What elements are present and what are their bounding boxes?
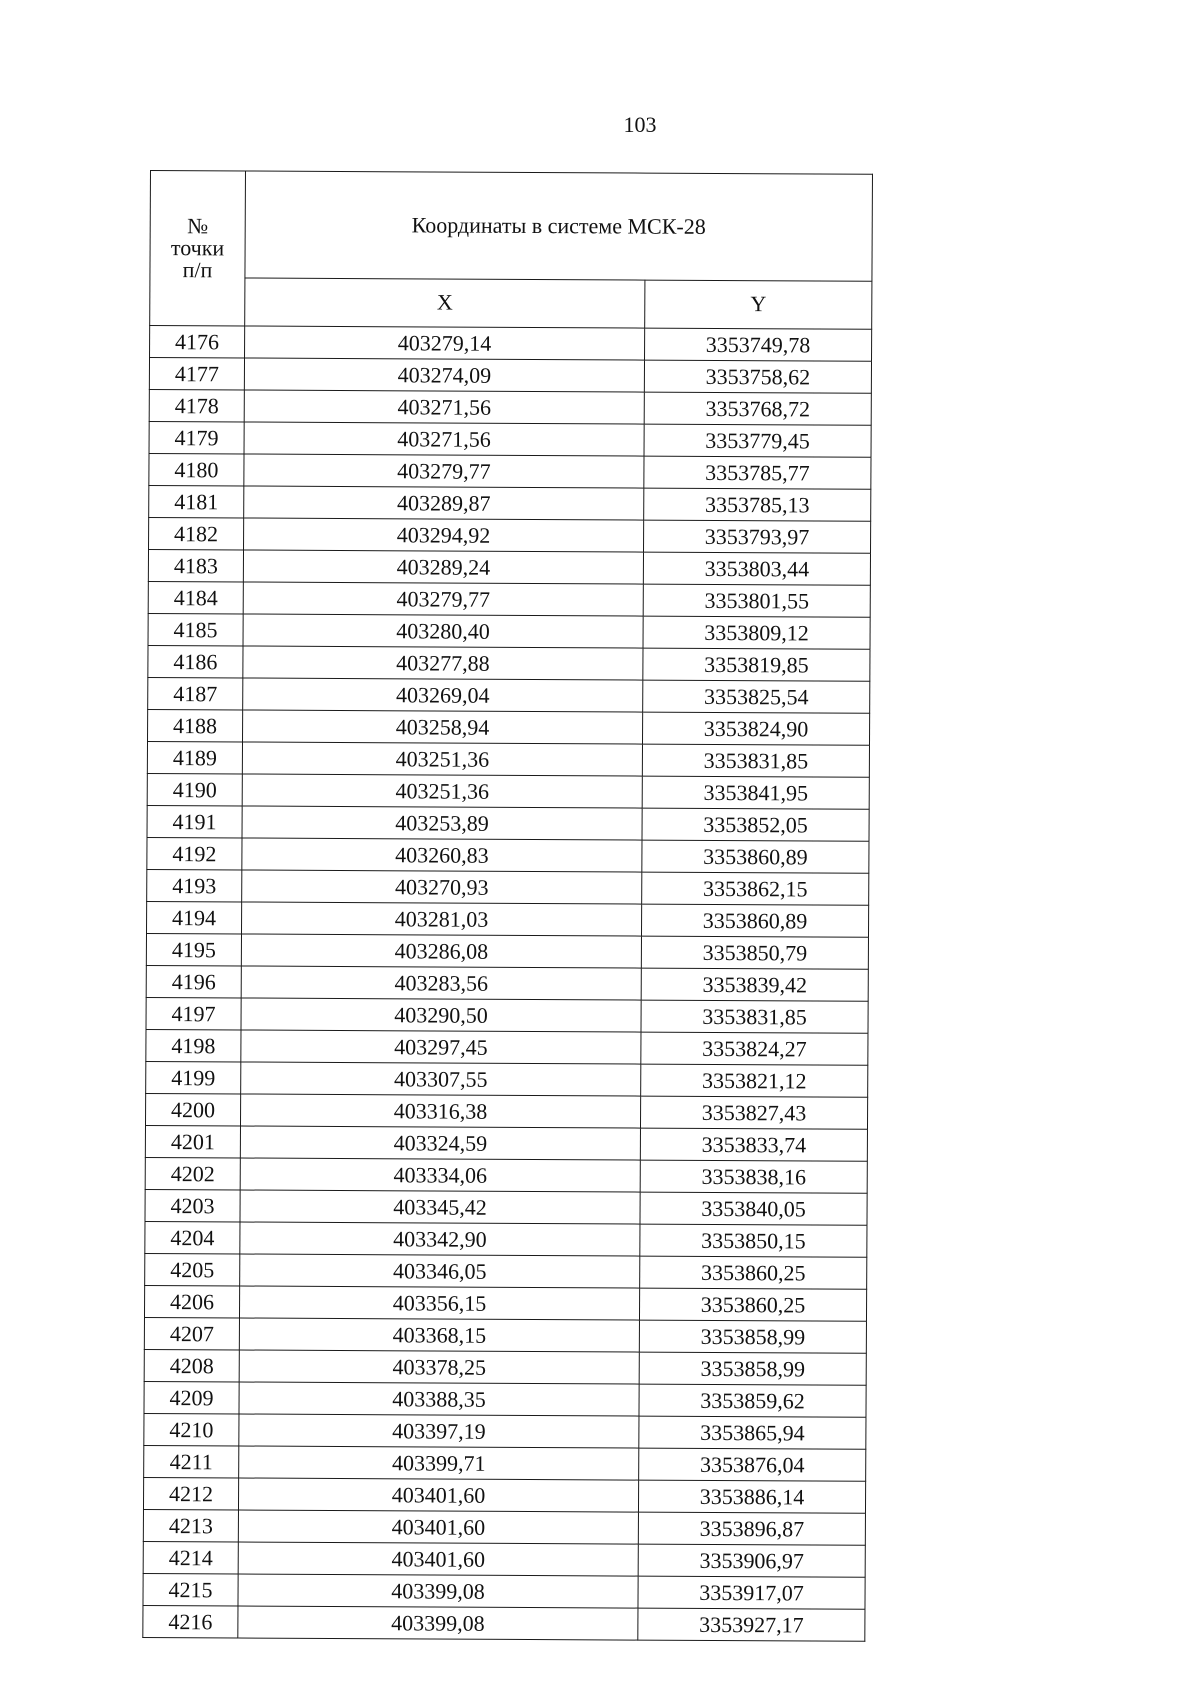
table-row [144,1285,866,1321]
point-number-cell: 4190 [147,773,242,805]
y-coordinate-cell: 3353831,85 [641,1000,868,1033]
x-coordinate-cell: 403342,90 [240,1222,640,1256]
x-coordinate-cell: 403316,38 [240,1094,640,1128]
table-row [145,1093,867,1129]
x-coordinate-cell: 403251,36 [242,742,642,776]
coordinates-table [142,170,873,1642]
table-row [143,1509,865,1545]
table-row [146,1061,868,1097]
point-number-cell: 4194 [147,901,242,933]
y-coordinate-cell: 3353860,25 [639,1288,866,1321]
x-coordinate-cell: 403397,19 [239,1414,639,1448]
point-number-cell: 4204 [145,1221,240,1253]
table-row [145,1189,867,1225]
table-row [147,901,869,937]
x-coordinate-cell: 403401,60 [238,1510,638,1544]
table-row [145,1221,867,1257]
table-row [146,933,868,969]
y-coordinate-cell: 3353876,04 [639,1448,866,1481]
y-coordinate-cell: 3353840,05 [640,1192,867,1225]
x-coordinate-cell: 403401,60 [238,1478,638,1512]
table-row [143,1541,865,1577]
header-point-number-line-1: № [187,213,209,239]
point-number-cell: 4203 [145,1189,240,1221]
y-coordinate-cell: 3353858,99 [639,1352,866,1385]
header-point-number-line-3: п/п [182,257,213,283]
table-row [149,485,871,521]
point-number-cell: 4210 [144,1413,239,1445]
y-coordinate-cell: 3353825,54 [643,680,870,713]
point-number-cell: 4208 [144,1349,239,1381]
point-number-cell: 4189 [147,741,242,773]
point-number-cell: 4187 [148,677,243,709]
point-number-cell: 4180 [149,453,244,485]
table-row [146,997,868,1033]
y-coordinate-cell: 3353917,07 [638,1576,865,1609]
y-coordinate-cell: 3353860,89 [641,904,868,937]
x-coordinate-cell: 403334,06 [240,1158,640,1192]
y-coordinate-cell: 3353839,42 [641,968,868,1001]
y-coordinate-cell: 3353862,15 [642,872,869,905]
x-coordinate-cell: 403271,56 [244,422,644,456]
y-coordinate-cell: 3353860,89 [642,840,869,873]
table-row [147,741,869,777]
point-number-cell: 4196 [146,965,241,997]
table-row [144,1349,866,1385]
table-row [149,421,871,457]
y-coordinate-cell: 3353768,72 [644,392,871,425]
header-y: Y [645,280,872,329]
x-coordinate-cell: 403324,59 [240,1126,640,1160]
point-number-cell: 4182 [149,517,244,549]
table-row [145,1157,867,1193]
table-row [145,1125,867,1161]
table-row [148,677,870,713]
table-row [149,389,871,425]
x-coordinate-cell: 403290,50 [241,998,641,1032]
point-number-cell: 4209 [144,1381,239,1413]
table-row [144,1317,866,1353]
y-coordinate-cell: 3353927,17 [638,1608,865,1641]
x-coordinate-cell: 403279,77 [243,582,643,616]
y-coordinate-cell: 3353833,74 [640,1128,867,1161]
y-coordinate-cell: 3353779,45 [644,424,871,457]
x-coordinate-cell: 403279,77 [244,454,644,488]
y-coordinate-cell: 3353793,97 [644,520,871,553]
y-coordinate-cell: 3353896,87 [638,1512,865,1545]
y-coordinate-cell: 3353865,94 [639,1416,866,1449]
point-number-cell: 4197 [146,997,241,1029]
x-coordinate-cell: 403260,83 [242,838,642,872]
y-coordinate-cell: 3353819,85 [643,648,870,681]
point-number-cell: 4201 [145,1125,240,1157]
point-number-cell: 4188 [148,709,243,741]
table-row [148,581,870,617]
table-row [150,326,872,362]
y-coordinate-cell: 3353859,62 [639,1384,866,1417]
table-row [145,1253,867,1289]
y-coordinate-cell: 3353850,79 [641,936,868,969]
x-coordinate-cell: 403294,92 [244,518,644,552]
y-coordinate-cell: 3353852,05 [642,808,869,841]
table-row [148,645,870,681]
y-coordinate-cell: 3353824,27 [641,1032,868,1065]
table-row [147,805,869,841]
table-row [143,1477,865,1513]
point-number-cell: 4191 [147,805,242,837]
y-coordinate-cell: 3353858,99 [639,1320,866,1353]
point-number-cell: 4207 [144,1317,239,1349]
point-number-cell: 4184 [148,581,243,613]
x-coordinate-cell: 403356,15 [239,1286,639,1320]
point-number-cell: 4195 [146,933,241,965]
point-number-cell: 4185 [148,613,243,645]
x-coordinate-cell: 403307,55 [241,1062,641,1096]
point-number-cell: 4215 [143,1573,238,1605]
x-coordinate-cell: 403286,08 [241,934,641,968]
x-coordinate-cell: 403346,05 [240,1254,640,1288]
x-coordinate-cell: 403274,09 [244,358,644,392]
table-row [147,869,869,905]
x-coordinate-cell: 403289,87 [244,486,644,520]
header-point-number [150,171,246,326]
table-row [146,1029,868,1065]
table-row [147,837,869,873]
x-coordinate-cell: 403378,25 [239,1350,639,1384]
table-row [144,1445,866,1481]
point-number-cell: 4192 [147,837,242,869]
x-coordinate-cell: 403251,36 [242,774,642,808]
x-coordinate-cell: 403269,04 [243,678,643,712]
point-number-cell: 4176 [150,326,245,358]
table-row [149,453,871,489]
table-row [143,1605,865,1641]
y-coordinate-cell: 3353827,43 [640,1096,867,1129]
point-number-cell: 4193 [147,869,242,901]
point-number-cell: 4202 [145,1157,240,1189]
y-coordinate-cell: 3353749,78 [645,328,872,361]
x-coordinate-cell: 403281,03 [242,902,642,936]
x-coordinate-cell: 403297,45 [241,1030,641,1064]
table-row [144,1381,866,1417]
x-coordinate-cell: 403258,94 [243,710,643,744]
y-coordinate-cell: 3353785,13 [644,488,871,521]
y-coordinate-cell: 3353803,44 [643,552,870,585]
header-coordinates-title: Координаты в системе МСК-28 [245,171,873,281]
point-number-cell: 4199 [146,1061,241,1093]
x-coordinate-cell: 403368,15 [239,1318,639,1352]
y-coordinate-cell: 3353821,12 [641,1064,868,1097]
x-coordinate-cell: 403270,93 [242,870,642,904]
x-coordinate-cell: 403283,56 [241,966,641,1000]
x-coordinate-cell: 403345,42 [240,1190,640,1224]
point-number-cell: 4213 [143,1509,238,1541]
header-point-number-line-2: точки [170,235,225,261]
x-coordinate-cell: 403279,14 [245,326,645,360]
y-coordinate-cell: 3353801,55 [643,584,870,617]
table-row [144,1413,866,1449]
page-number: 103 [623,112,657,137]
y-coordinate-cell: 3353831,85 [642,744,869,777]
table-row [143,1573,865,1609]
table-row [148,549,870,585]
point-number-cell: 4178 [149,389,244,421]
y-coordinate-cell: 3353838,16 [640,1160,867,1193]
point-number-cell: 4211 [144,1445,239,1477]
point-number-cell: 4198 [146,1029,241,1061]
x-coordinate-cell: 403271,56 [244,390,644,424]
table-row [147,773,869,809]
point-number-cell: 4205 [145,1253,240,1285]
x-coordinate-cell: 403399,71 [239,1446,639,1480]
x-coordinate-cell: 403253,89 [242,806,642,840]
x-coordinate-cell: 403399,08 [238,1574,638,1608]
table-row [149,358,871,394]
x-coordinate-cell: 403289,24 [243,550,643,584]
point-number-cell: 4216 [143,1605,238,1637]
point-number-cell: 4183 [148,549,243,581]
y-coordinate-cell: 3353906,97 [638,1544,865,1577]
table-header [150,171,873,330]
header-x: X [245,278,645,328]
table-row [149,517,871,553]
y-coordinate-cell: 3353785,77 [644,456,871,489]
y-coordinate-cell: 3353758,62 [644,360,871,393]
point-number-cell: 4212 [143,1477,238,1509]
table-row [146,965,868,1001]
y-coordinate-cell: 3353860,25 [640,1256,867,1289]
point-number-cell: 4179 [149,421,244,453]
x-coordinate-cell: 403277,88 [243,646,643,680]
point-number-cell: 4177 [149,358,244,390]
y-coordinate-cell: 3353886,14 [638,1480,865,1513]
table-body [143,326,872,1642]
y-coordinate-cell: 3353809,12 [643,616,870,649]
y-coordinate-cell: 3353824,90 [643,712,870,745]
x-coordinate-cell: 403280,40 [243,614,643,648]
point-number-cell: 4181 [149,485,244,517]
point-number-cell: 4206 [144,1285,239,1317]
y-coordinate-cell: 3353850,15 [640,1224,867,1257]
y-coordinate-cell: 3353841,95 [642,776,869,809]
x-coordinate-cell: 403388,35 [239,1382,639,1416]
point-number-cell: 4214 [143,1541,238,1573]
x-coordinate-cell: 403401,60 [238,1542,638,1576]
table-row [148,709,870,745]
point-number-cell: 4200 [145,1093,240,1125]
point-number-cell: 4186 [148,645,243,677]
x-coordinate-cell: 403399,08 [238,1606,638,1640]
table-row [148,613,870,649]
